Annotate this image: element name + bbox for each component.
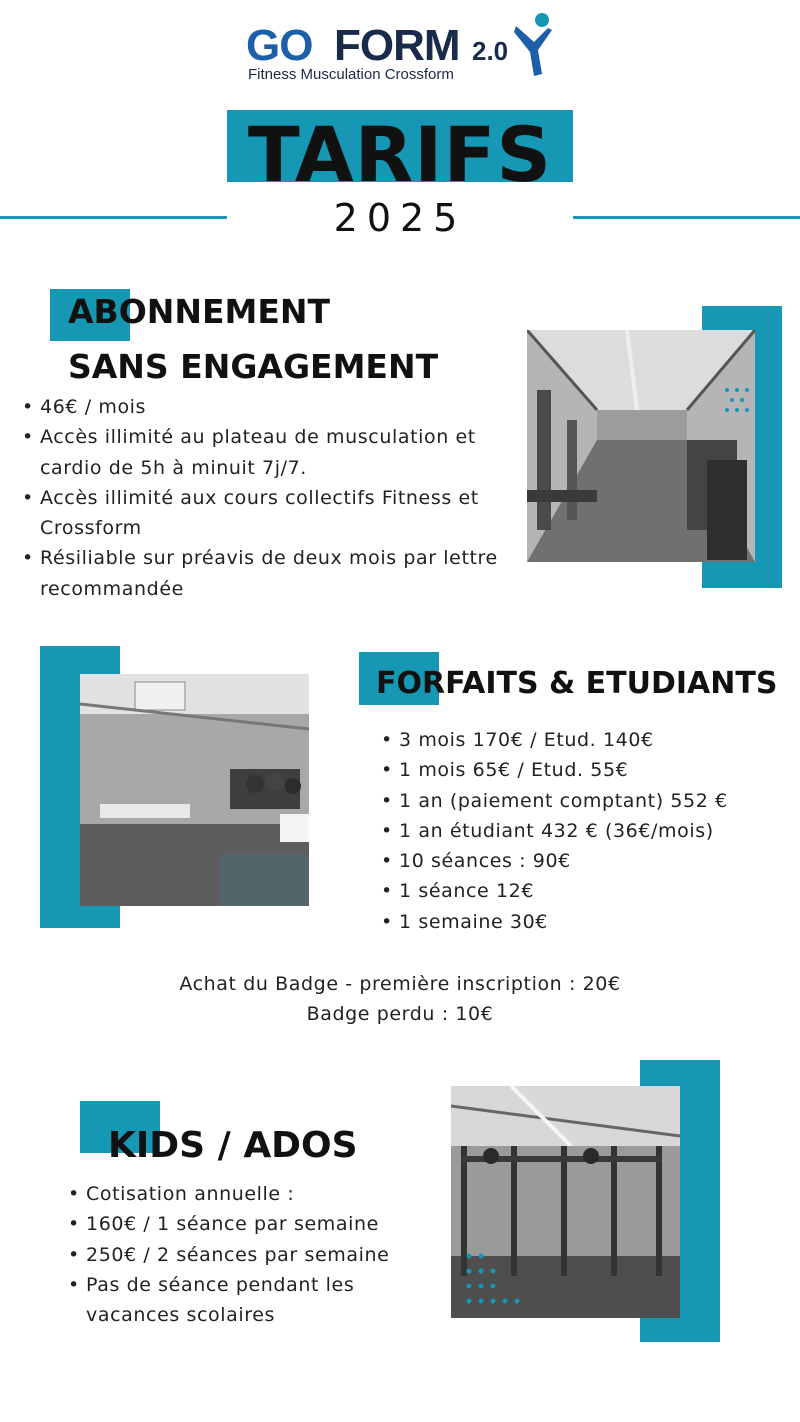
list-item: • 1 an étudiant 432 € (36€/mois) [381,816,791,846]
abonnement-heading-line2: SANS ENGAGEMENT [68,347,439,386]
list-item: • 10 séances : 90€ [381,846,791,876]
logo-version: 2.0 [472,36,509,66]
logo-form: FORM [334,21,460,70]
logo-tagline: Fitness Musculation Crossform [248,66,454,83]
forfaits-heading: FORFAITS & ETUDIANTS [376,666,778,701]
kids-heading: KIDS / ADOS [108,1125,358,1166]
page-year: 2025 [333,196,467,240]
kids-list [68,1179,428,1330]
list-item: • 1 mois 65€ / Etud. 55€ [381,755,791,785]
gym-photo-crossfit-room [451,1086,680,1318]
logo-go: GO [246,21,313,70]
forfaits-list [381,725,791,937]
brand-logo [246,18,566,88]
list-item: • 1 semaine 30€ [381,907,791,937]
list-item: • 3 mois 170€ / Etud. 140€ [381,725,791,755]
list-item: • Résiliable sur préavis de deux mois par lettre recommandée [22,543,512,604]
abonnement-heading-line1: ABONNEMENT [68,292,331,331]
gym-photo-studio-room [80,674,309,906]
divider-right [573,216,800,219]
list-item: • Accès illimité au plateau de musculation et cardio de 5h à minuit 7j/7. [22,422,512,483]
abonnement-list [22,392,512,604]
gym-photo-studio-room-art [80,674,309,906]
divider-left [0,216,227,219]
running-person-icon [512,12,556,78]
gym-photo-weights-room-art [527,330,755,562]
page-title: TARIFS [247,110,553,199]
badge-lost-text: Badge perdu : 10€ [306,1003,494,1025]
list-item: • Pas de séance pendant les vacances scolaires [68,1270,428,1331]
list-item: • 160€ / 1 séance par semaine [68,1209,428,1239]
badge-purchase-text: Achat du Badge - première inscription : 20€ [179,973,621,995]
list-item: • 46€ / mois [22,392,512,422]
list-item: • 1 séance 12€ [381,876,791,906]
list-item: • Cotisation annuelle : [68,1179,428,1209]
gym-photo-crossfit-room-art [451,1086,680,1318]
gym-photo-weights-room [527,330,755,562]
list-item: • 250€ / 2 séances par semaine [68,1240,428,1270]
list-item: • 1 an (paiement comptant) 552 € [381,786,791,816]
list-item: • Accès illimité aux cours collectifs Fitness et Crossform [22,483,512,544]
